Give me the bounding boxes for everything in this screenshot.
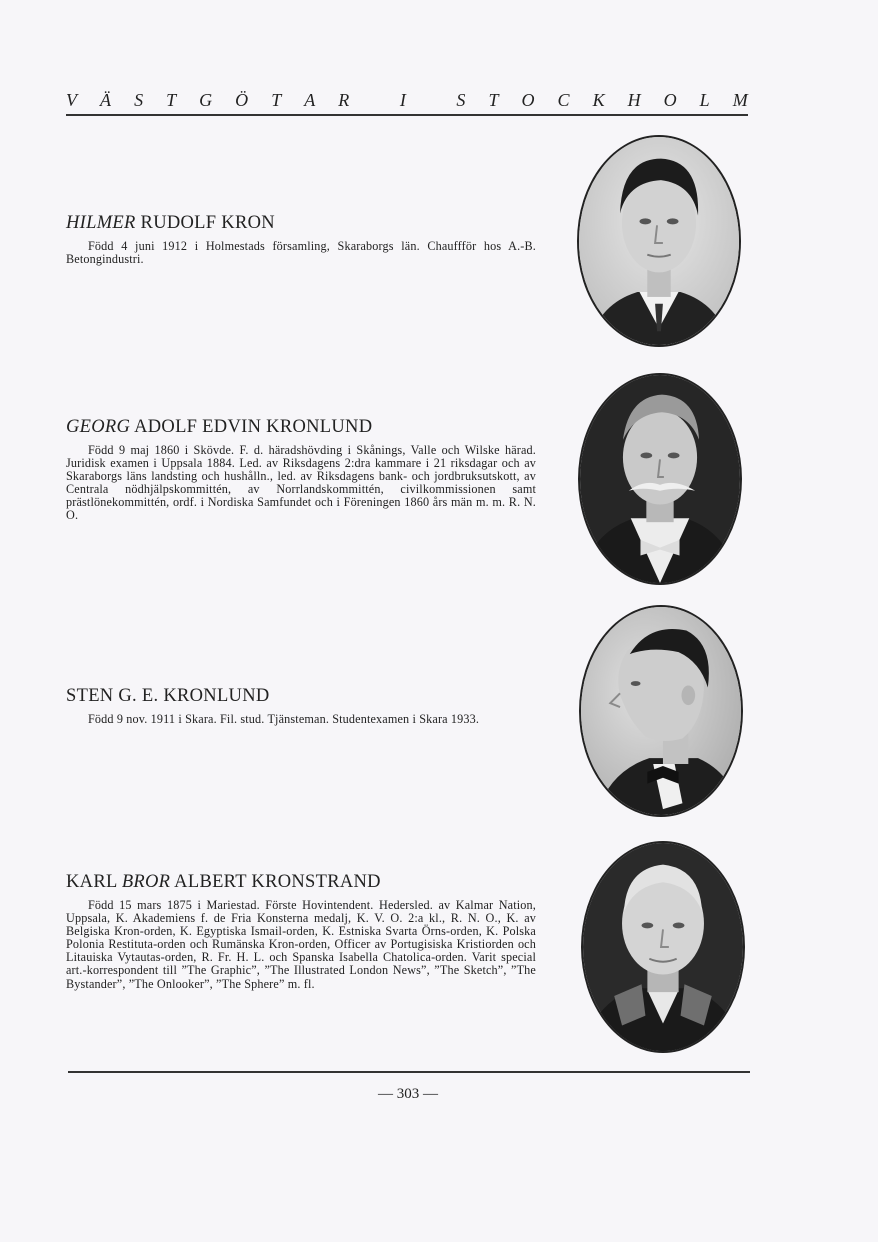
portrait-image [581, 607, 741, 815]
header-letter: M [732, 90, 748, 110]
entry-bio: Född 4 juni 1912 i Holmestads församling, Skaraborgs län. Chauffför hos A.-B. Betongindustri. [66, 239, 536, 267]
biography-entry-kronstrand [66, 872, 536, 991]
portrait-photo [577, 135, 741, 347]
page-number: — 303 — [378, 1086, 438, 1102]
header-letter: C [557, 90, 570, 110]
header-letter: Ö [235, 90, 249, 110]
header-gap [429, 90, 434, 111]
surname: RUDOLF KRON [135, 213, 275, 233]
header-gap [372, 90, 377, 111]
header-letter: H [627, 90, 641, 110]
entry-bio: Född 9 nov. 1911 i Skara. Fil. stud. Tjänsteman. Studentexamen i Skara 1933. [88, 712, 480, 726]
header-letter: Ä [100, 90, 112, 110]
header-letter: T [488, 90, 499, 110]
header-letter: O [521, 90, 535, 110]
footer-rule [68, 1071, 750, 1073]
header-title [66, 90, 748, 111]
biography-entry-kronlund-georg [66, 417, 536, 523]
biography-entry-kronlund-sten [66, 686, 536, 726]
header-letter: I [399, 90, 406, 110]
header-letter: T [271, 90, 282, 110]
header-letter: A [304, 90, 316, 110]
header-letter: K [592, 90, 605, 110]
header-letter: L [699, 90, 710, 110]
portrait-photo [579, 605, 743, 817]
surname: ALBERT KRONSTRAND [170, 872, 381, 892]
header-letter: T [166, 90, 177, 110]
given-name: GEORG [66, 417, 131, 437]
entry-name [66, 213, 536, 234]
entry-bio: Född 15 mars 1875 i Mariestad. Förste Hovintendent. Hedersled. av Kalmar Nation, Uppsala, K. Akademiens f. de Fria Konsterna medalj, K. V. O. 2:a kl., R. N. O., K. av Belgiska Kron-orden, K. Egyptiska Ismail-orden, K. Estniska Svarta Örns-orden, K. Polska Polonia Restituta-orden och Rumänska Kron-orden, Officer av Portugisiska Kristiorden och Litauiska Vytautas-orden, R. Fr. H. L. och Spanska Isabella Chatolica-orden. Varit special art.-korrespondent till ”The Graphic”, ”The Illustrated London News”, ”The Sketch”, ”The Bystander”, ”The Onlooker”, ”The Sphere” m. fl. [66, 898, 536, 991]
entry-name [66, 872, 536, 893]
header-letter: S [456, 90, 466, 110]
portrait-photo [581, 841, 745, 1053]
portrait-image [579, 137, 739, 345]
header-letter: S [134, 90, 144, 110]
given-name: BROR [121, 872, 171, 892]
portrait-image [580, 375, 740, 583]
entry-name [66, 417, 536, 438]
header-letter: G [199, 90, 213, 110]
full-name: STEN G. E. KRONLUND [66, 686, 270, 706]
portrait-image [583, 843, 743, 1051]
biography-entry-kron [66, 213, 536, 266]
header-letter: R [338, 90, 350, 110]
header-letter: O [663, 90, 677, 110]
surname: ADOLF EDVIN KRONLUND [130, 417, 373, 437]
header-rule [66, 114, 748, 116]
header-letter: V [66, 90, 77, 110]
entry-bio: Född 9 maj 1860 i Skövde. F. d. häradshövding i Skånings, Valle och Wilske härad. Juridisk examen i Uppsala 1884. Led. av Riksdagens 2:dra kammare i 21 riksdagar och av Skaraborgs läns landsting och hushålln., led. av Riksdagens bank- och jordbruksutskott, av Centrala nödhjälpskommittén, av Norrlandskommittén, civilkommissionen samt prästlönekommittén, ordf. i Nordiska Samfundet och i Föreningen 1860 års män m. m. R. N. O. [66, 443, 536, 523]
portrait-photo [578, 373, 742, 585]
first-name: KARL [66, 872, 122, 892]
entry-name [66, 686, 536, 707]
given-name: HILMER [66, 213, 136, 233]
